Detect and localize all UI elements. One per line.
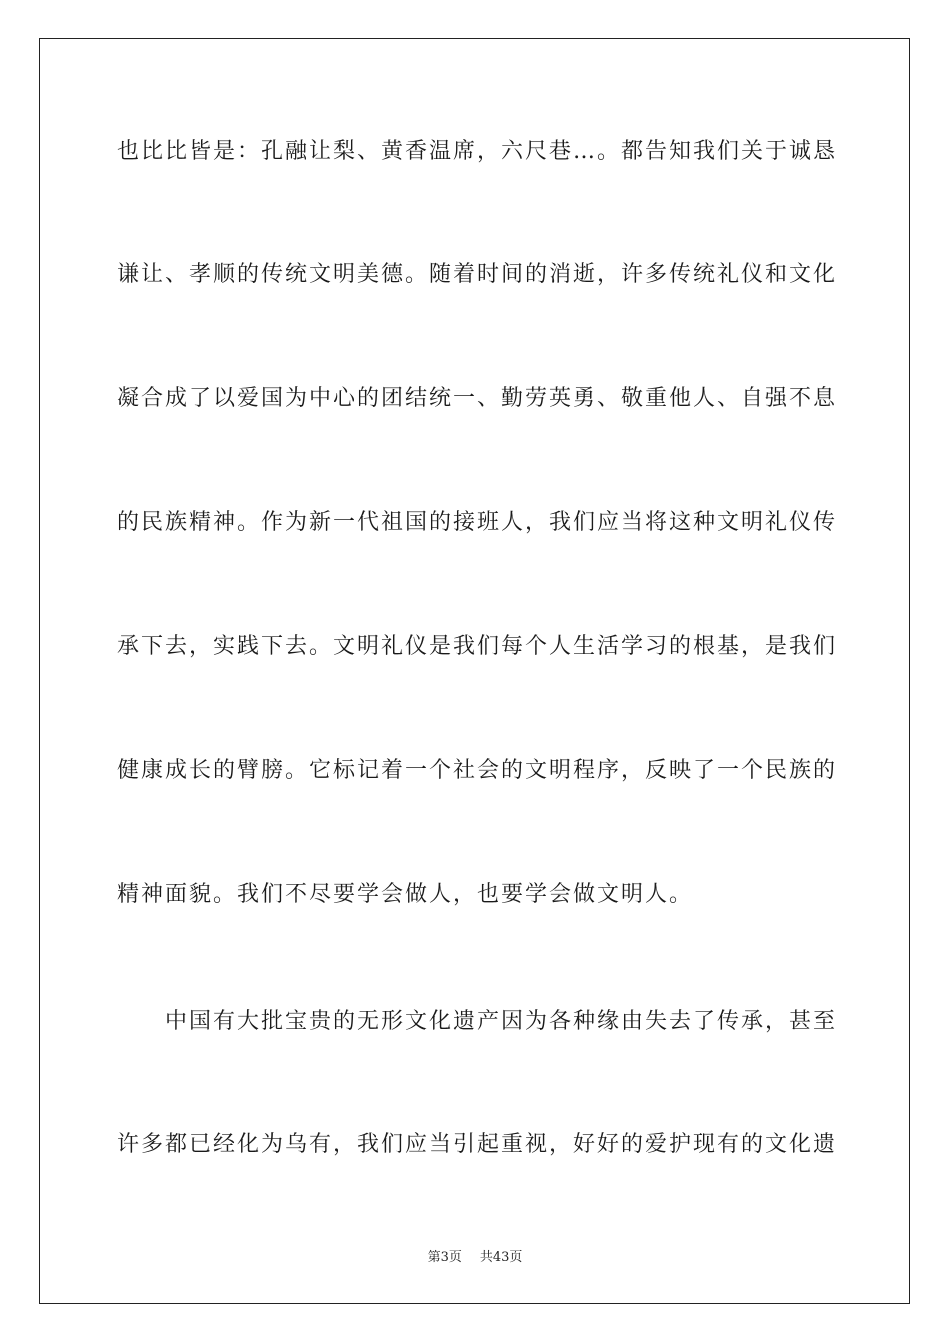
page-footer bbox=[0, 1246, 950, 1265]
text-line-8: 中国有大批宝贵的无形文化遗产因为各种缘由失去了传承，甚至 bbox=[165, 1009, 838, 1034]
page-total: 共43页 bbox=[479, 1250, 523, 1265]
page-frame bbox=[39, 38, 910, 1304]
text-line-3: 凝合成了以爱国为中心的团结统一、勤劳英勇、敬重他人、自强不息 bbox=[117, 386, 838, 411]
text-line-6: 健康成长的臂膀。它标记着一个社会的文明程序，反映了一个民族的 bbox=[117, 758, 838, 783]
text-line-1: 也比比皆是：孔融让梨、黄香温席，六尺巷…。都告知我们关于诚恳 bbox=[117, 139, 838, 164]
text-line-5: 承下去，实践下去。文明礼仪是我们每个人生活学习的根基，是我们 bbox=[117, 634, 838, 659]
text-line-4: 的民族精神。作为新一代祖国的接班人，我们应当将这种文明礼仪传 bbox=[117, 510, 838, 535]
text-line-7: 精神面貌。我们不尽要学会做人，也要学会做文明人。 bbox=[117, 882, 694, 907]
text-line-9: 许多都已经化为乌有，我们应当引起重视，好好的爱护现有的文化遗 bbox=[117, 1132, 838, 1157]
page-number: 第3页 bbox=[427, 1250, 462, 1265]
text-line-2: 谦让、孝顺的传统文明美德。随着时间的消逝，许多传统礼仪和文化 bbox=[117, 262, 838, 287]
